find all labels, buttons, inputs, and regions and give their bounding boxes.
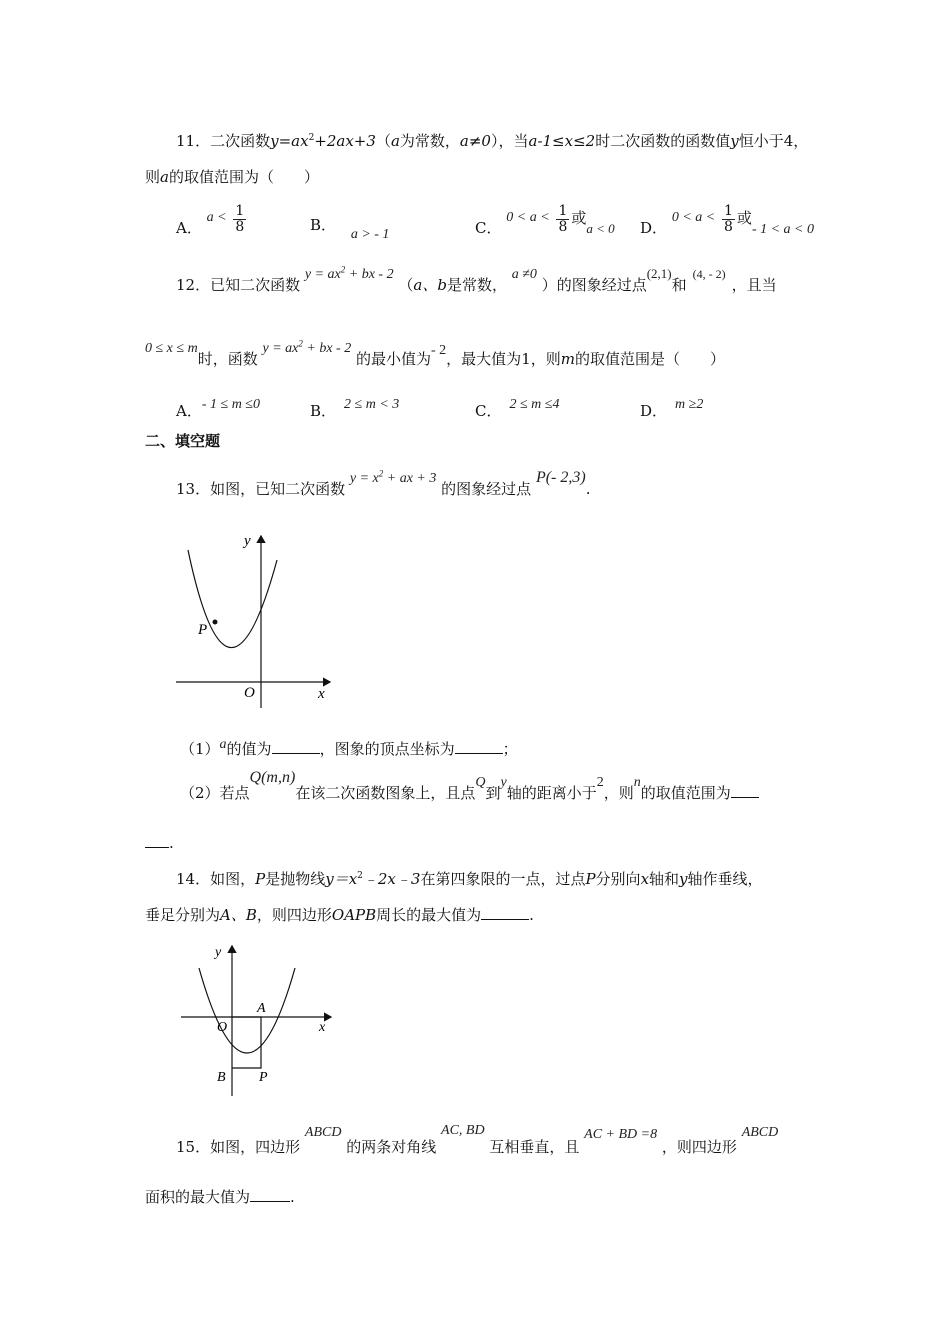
q14-line1: 14．如图，P是抛物线$y=x^2﹣2x﹣3$在第四象限的一点，过点P分别向x轴和y轴作垂线，: [176, 870, 763, 888]
rectangle-oapb: [232, 1017, 261, 1068]
label-p: P: [259, 1070, 268, 1085]
q13-sub2: （2）若点Q(m,n)在该二次函数图象上，且点Q到y轴的距离小于2，则n的取值范围为: [180, 766, 759, 787]
q11-option-b[interactable]: B． a > - 1: [310, 216, 390, 242]
q12-line1: 12．已知二次函数 $y = ax^2$ + bx - 2 （a、b是常数， a ≠0 ）的图象经过点(2,1)和(4, - 2)，且当: [176, 264, 777, 294]
answer-blank[interactable]: [145, 846, 169, 848]
q13-line1: 13．如图，已知二次函数 $y = x^2$ + ax + 3 的图象经过点 P(- 2,3).: [176, 468, 591, 498]
label-x: x: [319, 1020, 326, 1035]
fraction: $\frac{1}{8}$: [558, 203, 568, 235]
label-b: B: [217, 1070, 226, 1085]
q14-line2: 垂足分别为A、B，则四边形OAPB周长的最大值为 .: [145, 906, 534, 924]
q11-option-d[interactable]: D． 0 < a < $\frac{1}{8}$ 或- 1 < a < 0: [640, 203, 814, 238]
q11-option-a[interactable]: A． a < $\frac{1}{8}$: [176, 203, 245, 238]
q11-option-c[interactable]: C． 0 < a < $\frac{1}{8}$ 或a < 0: [475, 203, 615, 238]
q13-number: 13．: [176, 480, 211, 498]
q15-line1: 15．如图，四边形 ABCD 的两条对角线 AC, BD 互相垂直，且 AC + BD =8 ，则四边形 ABCD: [176, 1123, 779, 1156]
q15-number: 15．: [176, 1138, 211, 1156]
section-heading: 二、填空题: [145, 432, 221, 450]
label-y: y: [215, 945, 222, 960]
parabola: [199, 968, 295, 1053]
label-o: O: [217, 1020, 228, 1035]
q11-line2: 则a的取值范围为（ ）: [145, 168, 319, 186]
fraction: $\frac{1}{8}$: [724, 203, 733, 235]
q12-line2: 0 ≤ x ≤ m时，函数 $y = ax^2$ + bx - 2 的最小值为- 2，最大值为1，则m的取值范围是（ ）: [145, 338, 725, 368]
label-o: O: [244, 685, 255, 701]
label-a: A: [257, 1001, 266, 1016]
q15-line2: 面积的最大值为 .: [145, 1188, 295, 1206]
answer-blank[interactable]: [481, 918, 529, 920]
point-p: [213, 620, 218, 625]
q12-option-b[interactable]: B． 2 ≤ m < 3: [310, 397, 400, 420]
q14-number: 14．: [176, 870, 211, 888]
q12-number: 12．: [176, 276, 211, 294]
q13-sub1: （1）a的值为 ，图象的顶点坐标为 ；: [180, 737, 518, 758]
q11-line1: 11．二次函数$y=ax^2+2ax+3(a$为常数，a≠0），当a-1≤x≤2时二次函数的函数值y恒小于4，: [176, 132, 809, 150]
label-p: P: [198, 622, 208, 638]
label-y: y: [244, 533, 251, 549]
q12-option-a[interactable]: A．- 1 ≤ m ≤0: [176, 397, 260, 420]
fraction: $\frac{1}{8}$: [235, 203, 245, 235]
q13-sub2-cont: .: [145, 834, 174, 852]
answer-blank[interactable]: [272, 752, 320, 754]
q12-option-d[interactable]: D． m ≥2: [640, 397, 704, 420]
q13-figure: [170, 530, 340, 710]
answer-blank[interactable]: [731, 796, 759, 798]
q12-option-c[interactable]: C． 2 ≤ m ≤4: [475, 397, 560, 420]
answer-blank[interactable]: [250, 1200, 290, 1202]
q11-number: 11．: [176, 132, 211, 150]
answer-blank[interactable]: [455, 752, 503, 754]
label-x: x: [318, 686, 325, 702]
q14-figure: [175, 940, 340, 1100]
